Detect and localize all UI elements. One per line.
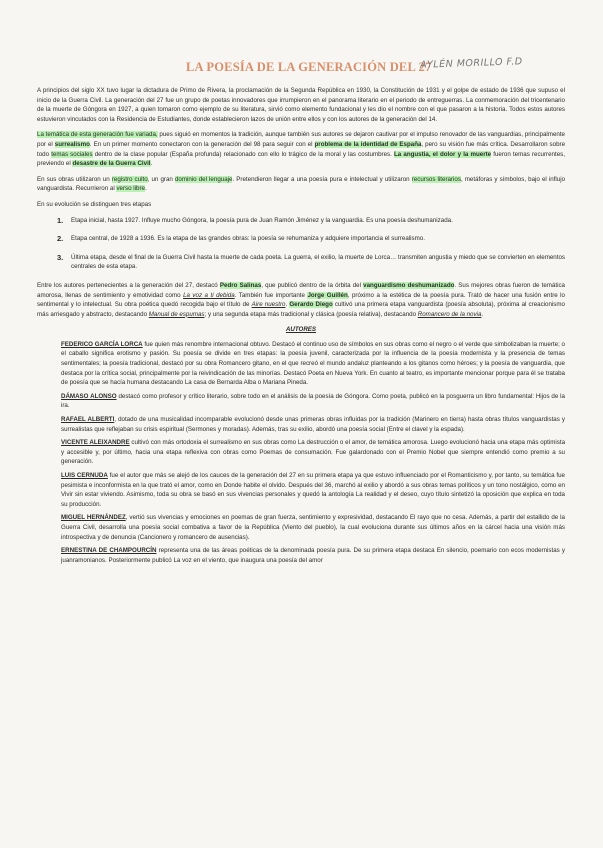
obras-span-9: . <box>145 185 147 193</box>
author-text: , vertió sus vivencias y emociones en poemas de gran fuerza, sentimiento y expresividad, destacando El rayo que no cesa. Además, a partir del estallido de la Guerra Civil, desarrolla una poesía social combativa a favor de la República (Viento del pueblo), la cual evoluciona durante sus últimos años en la cárcel hacia una visión más introspectiva y de denuncia (Cancionero y romancero de ausencias). <box>61 514 565 541</box>
author-entry <box>61 392 565 411</box>
author-text: fue quien más renombre internacional obtuvo. Destacó el continuo uso de símbolos en sus obras como el negro o el verde que simbolizaban la muerte; o el caballo significa erotismo y pasión. Su poesía se divide en tres etapas: la poesía juvenil, caracterizada por la influencia de la poesía modernista y la presencia de temas sentimentales; la poesía tradicional, destacó por su obra Romancero gitano, en el que recreó el mundo andaluz planteando a los gitanos como héroes; y la poesía de vanguardia, que destaca por la crítica social, principalmente por la reivindicación de las minorías. Destacó Poeta en Nueva York. En cuanto al teatro, es importante mencionar porque para él se trataba de poesía que se hacía humana destacando La casa de Bernarda Alba o Mariana Pineda. <box>61 340 565 387</box>
author-text: representa una de las áreas poéticas de la denominada poesía pura. De su primera etapa destaca En silencio, poemario con ecos modernistas y juanramonianos. Posteriormente publicó La voz en el viento, que inaugura una poesía del amor <box>61 547 565 564</box>
autores-span-9: , próximo a la estética de la poesía pura. Trató de hacer una fusión entre lo sentimental y lo intelectual. Su obra poética quedó recogida bajo el título de <box>37 291 565 309</box>
obras-span-1: En sus obras utilizaron un <box>37 175 112 183</box>
document-title: LA POESÍA DE LA GENERACIÓN DEL 27 <box>186 60 432 74</box>
tematica-span-4: . En un primer momento conectaron con la generación del 98 para seguir con el <box>89 140 315 148</box>
tematica-span-5: problema de la identidad de España <box>314 140 422 148</box>
obras-span-8: verso libre <box>116 185 145 193</box>
stage-item <box>57 216 565 226</box>
author-name: DÁMASO ALONSO <box>61 392 117 400</box>
stage-item <box>57 234 565 244</box>
title-row <box>0 58 603 80</box>
author-text: fue el autor que más se alejó de los cauces de la generación del 27 en su primera etapa ya que estuvo influenciado por el Romanticismo y, por tanto, su temática fue pesimista e inconformista en la que trató el amor, como en Donde habite el olvido. Después del 36, marchó al exilio y abordó a sus obras temas políticos y un tono nostálgico, como en Vivir sin estar viviendo. Asimismo, toda su obra se basó en sus vivencias personales y quedó la antología La realidad y el deseo, cuyo título sintetizó la oposición que explica en toda su producción. <box>61 472 565 508</box>
author-name: MIGUEL HERNÁNDEZ <box>61 514 126 522</box>
stage-text: Etapa central, de 1928 a 1936. Es la etapa de las grandes obras: la poesía se rehumaniza y adquiere importancia el surrealismo. <box>71 235 425 243</box>
autores-intro-paragraph <box>37 281 565 319</box>
tematica-span-9: La angustia, el dolor y la muerte <box>394 150 492 158</box>
author-entry <box>61 438 565 467</box>
autores-span-4: vanguardismo deshumanizado <box>363 281 455 289</box>
author-entry <box>61 340 565 388</box>
stage-text: Última etapa, desde el final de la Guerra Civil hasta la muerte de cada poeta. La guerra, el exilio, la muerte de Lorca… transmiten angustia y miedo que se convierten en elementos centrales de esta etapa. <box>71 253 565 271</box>
tematica-span-6: , pero su visión fue más crítica. Desarrollaron sobre todo <box>37 140 566 158</box>
tematica-span-12: . <box>150 160 153 168</box>
tematica-span-1: La temática de esta generación fue variada, <box>37 131 158 139</box>
document-body <box>37 86 565 569</box>
autores-span-17: . <box>481 310 484 318</box>
authors-list <box>61 340 565 565</box>
stage-item <box>57 253 565 272</box>
obras-paragraph <box>37 175 565 194</box>
author-entry <box>61 546 565 565</box>
autores-span-6: La voz a ti debida <box>183 291 235 299</box>
autores-span-5: . Sus mejores obras fueron de temática amorosa, llenas de sentimiento y emotividad como <box>37 281 566 299</box>
autores-heading: AUTORES <box>285 326 317 334</box>
autores-span-11: . <box>285 301 290 309</box>
tematica-span-7: temas sociales <box>51 150 93 158</box>
autores-span-12: Gerardo Diego <box>289 301 333 309</box>
handwritten-author: AYLÉN MORILLO F.D <box>419 56 523 71</box>
autores-span-2: Pedro Salinas <box>219 281 262 289</box>
author-text: cultivó con más ortodoxia el surrealismo en sus obras como La destrucción o el amor, de temática amorosa. Luego evolucionó hacia una etapa más optimista y accesible y, por último, hacia una etapa reflexiva con obras como Poemas de consumación. Fue galardonado con el Premio Nobel que siempre entendió como premio a su generación. <box>61 439 566 466</box>
obras-span-7: , metáforas y símbolos, bajo el influjo vanguardista. Recurrieron al <box>37 175 566 193</box>
author-entry <box>61 415 565 434</box>
intro-paragraph: A principios del siglo XX tuvo lugar la dictadura de Primo de Rivera, la proclamación de la Segunda República en 1930, la Constitución de 1931 y el golpe de estado de 1936 que supuso el inicio de la Guerra Civil. La generación del 27 fue un grupo de poetas innovadores que irrumpieron en el panorama literario en el periodo de entreguerras. La conmemoración del tricentenario de la muerte de Góngora en 1927, a quien tomaron como ejemplo de su literatura, sirvió como elemento fundacional y les dio el nombre con el que pasaron a la historia. Todos estos autores estuvieron vinculados con la Residencia de Estudiantes, donde establecieron lazos de unión entre ellos y con los autores de la generación del 14. <box>37 87 565 123</box>
obras-span-6: recursos literarios <box>411 175 461 183</box>
autores-span-16: Romancero de la novia <box>417 310 482 318</box>
author-name: RAFAEL ALBERTI <box>61 416 115 424</box>
autores-span-14: Manual de espumas <box>148 310 205 318</box>
obras-span-5: . Pretendieron llegar a una poesía pura e intelectual y utilizaron <box>232 175 412 183</box>
stages-list <box>37 216 565 272</box>
stage-number: 1. <box>57 215 64 225</box>
stage-number: 2. <box>57 234 64 244</box>
author-text: , dotado de una musicalidad incomparable evolucionó desde unas primeras obras influidas por la tradición (Marinero en tierra) hasta obras títulos vanguardistas y surrealistas que reflejaban su crisis espiritual (Sermones y moradas). Además, tras su exilio, abordó una poesía social (Entre el clavel y la espada). <box>61 416 566 433</box>
obras-span-3: , un gran <box>147 175 175 183</box>
tematica-span-8: dentro de la clase popular (España profunda) relacionado con ello lo trágico de la moral y las costumbres. <box>92 150 395 158</box>
author-name: FEDERICO GARCÍA LORCA <box>61 340 143 348</box>
autores-span-3: , que publicó dentro de la órbita del <box>261 281 364 289</box>
stage-text: Etapa inicial, hasta 1927. Influye mucho Góngora, la poesía pura de Juan Ramón Jiménez y la vanguardia. Es una poesía deshumanizada. <box>71 216 453 224</box>
author-text: destacó como profesor y crítico literario, sobre todo en el análisis de la poesía de Góngora. Como poeta, publicó en la posguerra un libro fundamental: Hijos de la ira. <box>61 392 565 410</box>
tematica-span-3: surrealismo <box>54 140 90 148</box>
autores-span-7: . También fue importante <box>234 291 308 299</box>
tematica-paragraph <box>37 130 565 168</box>
author-entry <box>61 513 565 542</box>
autores-span-13: cultivó una primera etapa vanguardista (poesía absoluta), próxima al creacionismo más arriesgado y abstracto, destacando <box>37 301 565 318</box>
stage-number: 3. <box>57 252 64 262</box>
author-name: VICENTE ALEIXANDRE <box>61 439 130 447</box>
autores-span-10: Aire nuestro <box>251 301 286 309</box>
author-name: ERNESTINA DE CHAMPOURCÍN <box>61 547 157 555</box>
author-entry <box>61 471 565 509</box>
evolucion-paragraph: En su evolución se distinguen tres etapas <box>37 200 152 208</box>
author-name: LUIS CERNUDA <box>61 472 108 479</box>
autores-span-8: Jorge Guillén <box>307 291 348 299</box>
obras-span-2: registro culto <box>111 175 148 183</box>
tematica-span-2: pues siguió en momentos la tradición, aunque también sus autores se dejaron cautivar por el impulso renovador de las vanguardias, principalmente por el <box>37 131 565 148</box>
obras-span-4: dominio del lenguaje <box>174 175 233 183</box>
autores-span-1: Entre los autores pertenecientes a la generación del 27, destacó <box>37 281 220 289</box>
tematica-span-11: desastre de la Guerra Civil <box>72 160 151 168</box>
autores-span-15: ; y una segunda etapa más tradicional y clásica (poesía relativa), destacando <box>204 310 418 318</box>
tematica-span-10: fueron temas recurrentes, previendo el <box>37 150 565 168</box>
